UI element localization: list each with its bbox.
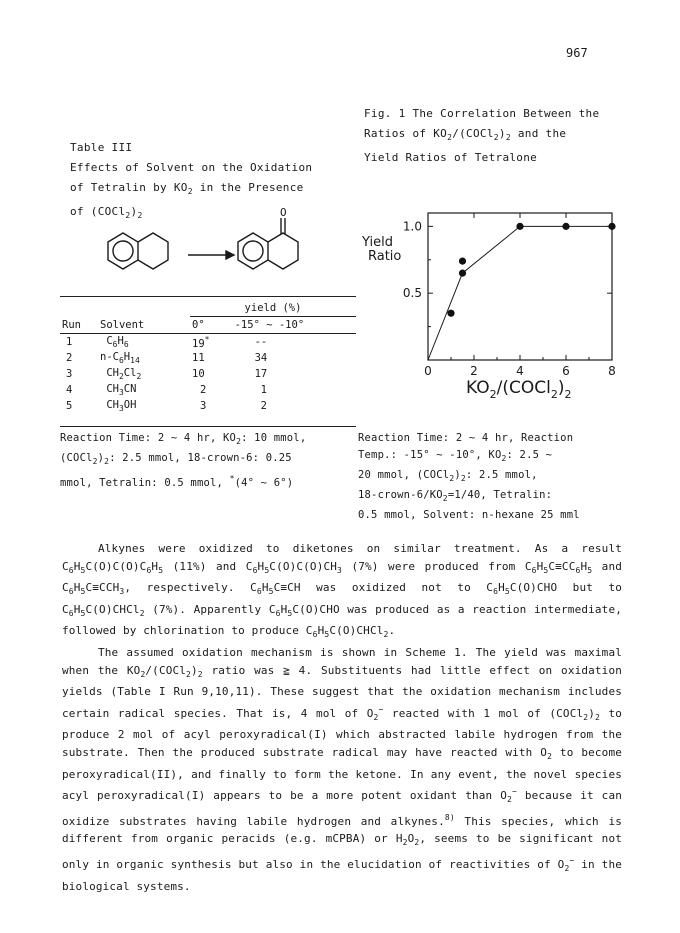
data-point xyxy=(447,310,454,317)
solvent-cell: $CH_3CN$ xyxy=(100,383,137,397)
data-point xyxy=(459,270,466,277)
yield-0-cell: 19* xyxy=(192,334,210,350)
table-note-line-3: mmol, Tetralin: 0.5 mmol, *(4° ~ 6°) xyxy=(60,474,294,489)
figure-note-line-1: Reaction Time: 2 ~ 4 hr, Reaction xyxy=(358,432,574,444)
table-row xyxy=(60,398,356,414)
figure-note-line-4: $18-crown-6/KO_2=1/40$, Tetralin: xyxy=(358,489,553,503)
solvent-cell: $C_6H_6$ xyxy=(100,335,129,349)
figure-caption-line-2: Ratios of $KO_2/(COCl_2)_2$ and the xyxy=(364,127,567,142)
plot-points xyxy=(447,223,615,317)
yield-15-cell: 17 xyxy=(254,368,268,380)
plot-labels xyxy=(403,219,616,378)
tetralone-yield-chart xyxy=(350,195,630,395)
x-tick-label: 6 xyxy=(562,364,570,378)
yield-0-cell: 11 xyxy=(192,352,205,364)
data-point xyxy=(562,223,569,230)
col-run-header: Run xyxy=(62,318,81,331)
col-solvent-header: Solvent xyxy=(100,318,145,331)
table-top-rule xyxy=(60,296,356,297)
aromatic-circle-2 xyxy=(243,241,263,261)
figure-note-line-5: 0.5 mmol, Solvent: n-hexane 25 mml xyxy=(358,509,580,521)
paragraph-1: Alkynes were oxidized to diketones on similar treatment. As a result $C_6H_5C(O)C(O)C_6H_5$ (11%) and $C_6H_5C(O)C(O)CH_3$ (7%) were produced from $C_6H_5C\equiv CC_6H_5$ and $C_6H_5C\equiv CCH_3$, respectively. $C_6H_5C\equiv CH$ was oxidized not to $C_6H_5C(O)CHO$ but to $C_6H_5C(O)CHCl_2$ (7%). Apparently $C_6H_5C(O)CHO$ was produced as a reaction intermediate, followed by chlorination to produce $C_6H_5C(O)CHCl_2$. xyxy=(62,542,622,640)
trend-line xyxy=(428,226,612,360)
run-cell: 1 xyxy=(66,336,73,348)
table-caption-line-1: Effects of Solvent on the Oxidation xyxy=(70,161,313,174)
figure-note-line-3: 20 mmol, $(COCl_2)_2$: 2.5 mmol, xyxy=(358,469,538,483)
data-point xyxy=(608,223,615,230)
table-note-line-1: Reaction Time: 2 ~ 4 hr, $KO_2$: 10 mmol, xyxy=(60,432,307,446)
plot-curve xyxy=(428,226,612,360)
paragraph-2: The assumed oxidation mechanism is shown in Scheme 1. The yield was maximal when the $KO_2/(COCl_2)_2$ ratio was ≧ 4. Substituents had little effect on oxidation yields (Table I Run 9,10,11). These suggest that the oxidation mechanism includes certain radical species. That is, 4 mol of $O_2^-$ reacted with 1 mol of $(COCl_2)_2$ to produce 2 mol of acyl peroxyradical(I) which abstracted labile hydrogen from the substrate. Then the produced substrate radical may have reacted with $O_2$ to become peroxyradical(II), and finally to form the ketone. In any event, the novel species acyl peroxyradical(I) appears to be a more potent oxidant than $O_2^-$ because it can oxidize substrates having labile hydrogen and alkynes.$^{8)}$ This species, which is different from organic peracids (e.g. mCPBA) or $H_2O_2$, seems to be significant not only in organic synthesis but also in the elucidation of reactivities of $O_2^-$ in the biological systems. xyxy=(62,645,623,893)
aromatic-circle xyxy=(113,241,133,261)
yield-15-cell: 1 xyxy=(260,384,267,396)
yield-0-cell: 10 xyxy=(192,368,205,380)
data-point xyxy=(516,223,523,230)
table-header-group-row xyxy=(60,300,356,317)
run-cell: 5 xyxy=(66,400,73,412)
carbonyl-oxygen-label: O xyxy=(280,206,287,219)
plot-ticks xyxy=(428,213,612,360)
yield-15-cell: -- xyxy=(254,336,268,348)
run-cell: 4 xyxy=(66,384,73,396)
y-axis-label-line-1: Yield xyxy=(362,235,393,250)
solvent-cell: $n-C_6H_{14}$ xyxy=(100,351,140,365)
figure-caption-line-1: Fig. 1 The Correlation Between the xyxy=(364,107,600,120)
yield-15-cell: 34 xyxy=(254,352,268,364)
table-header-row xyxy=(60,317,356,334)
x-tick-label: 4 xyxy=(516,364,524,378)
figure-note xyxy=(358,430,580,524)
solvent-cell: $CH_2Cl_2$ xyxy=(100,367,142,381)
y-axis-label xyxy=(362,236,401,264)
plot-frame xyxy=(428,213,612,360)
yield-0-cell: 2 xyxy=(200,384,207,396)
table-row xyxy=(60,382,356,398)
table-bottom-rule xyxy=(60,426,356,427)
table-note xyxy=(60,430,306,492)
tetralin-saturated-ring xyxy=(138,233,168,269)
table-caption-line-2: of Tetralin by $KO_2$ in the Presence xyxy=(70,181,304,196)
table-row xyxy=(60,350,356,366)
table-caption-line-3: of $(COCl_2)_2$ xyxy=(70,205,143,220)
table-title: Table III xyxy=(70,141,133,154)
col-15-header: -15° ~ -10° xyxy=(234,319,305,331)
body-text xyxy=(62,540,622,895)
x-tick-label: 0 xyxy=(424,364,432,378)
figure-note-line-2: Temp.: -15° ~ -10°, $KO_2$: 2.5 ~ xyxy=(358,449,553,463)
y-tick-label: 0.5 xyxy=(402,286,422,301)
reaction-arrow-head xyxy=(226,251,234,259)
x-tick-label: 8 xyxy=(608,364,616,378)
table-row xyxy=(60,366,356,382)
y-axis-label-line-2: Ratio xyxy=(368,249,402,264)
figure-caption-line-3: Yield Ratios of Tetralone xyxy=(364,151,538,164)
solvent-cell: $CH_3OH$ xyxy=(100,399,137,413)
x-axis-label: $KO_2/(COCl_2)_2$ xyxy=(466,378,572,401)
data-point xyxy=(459,258,466,265)
page-number: 967 xyxy=(566,46,588,60)
x-tick-label: 2 xyxy=(470,364,478,378)
yield-15-cell: 2 xyxy=(260,400,267,412)
run-cell: 2 xyxy=(66,352,73,364)
yield-0-cell: 3 xyxy=(200,400,207,412)
yield-group-header: yield (%) xyxy=(190,300,356,317)
table-note-line-2: $(COCl_2)_2$: 2.5 mmol, 18-crown-6: 0.25 xyxy=(60,452,292,466)
plot-border xyxy=(428,213,612,360)
solvent-table xyxy=(60,300,356,414)
tetralone-saturated-ring xyxy=(268,233,298,269)
y-tick-label: 1.0 xyxy=(402,219,422,234)
run-cell: 3 xyxy=(66,368,73,380)
figure-caption xyxy=(364,104,599,168)
col-0-header: 0° xyxy=(192,319,205,331)
table-row xyxy=(60,334,356,351)
reaction-scheme xyxy=(88,212,328,292)
